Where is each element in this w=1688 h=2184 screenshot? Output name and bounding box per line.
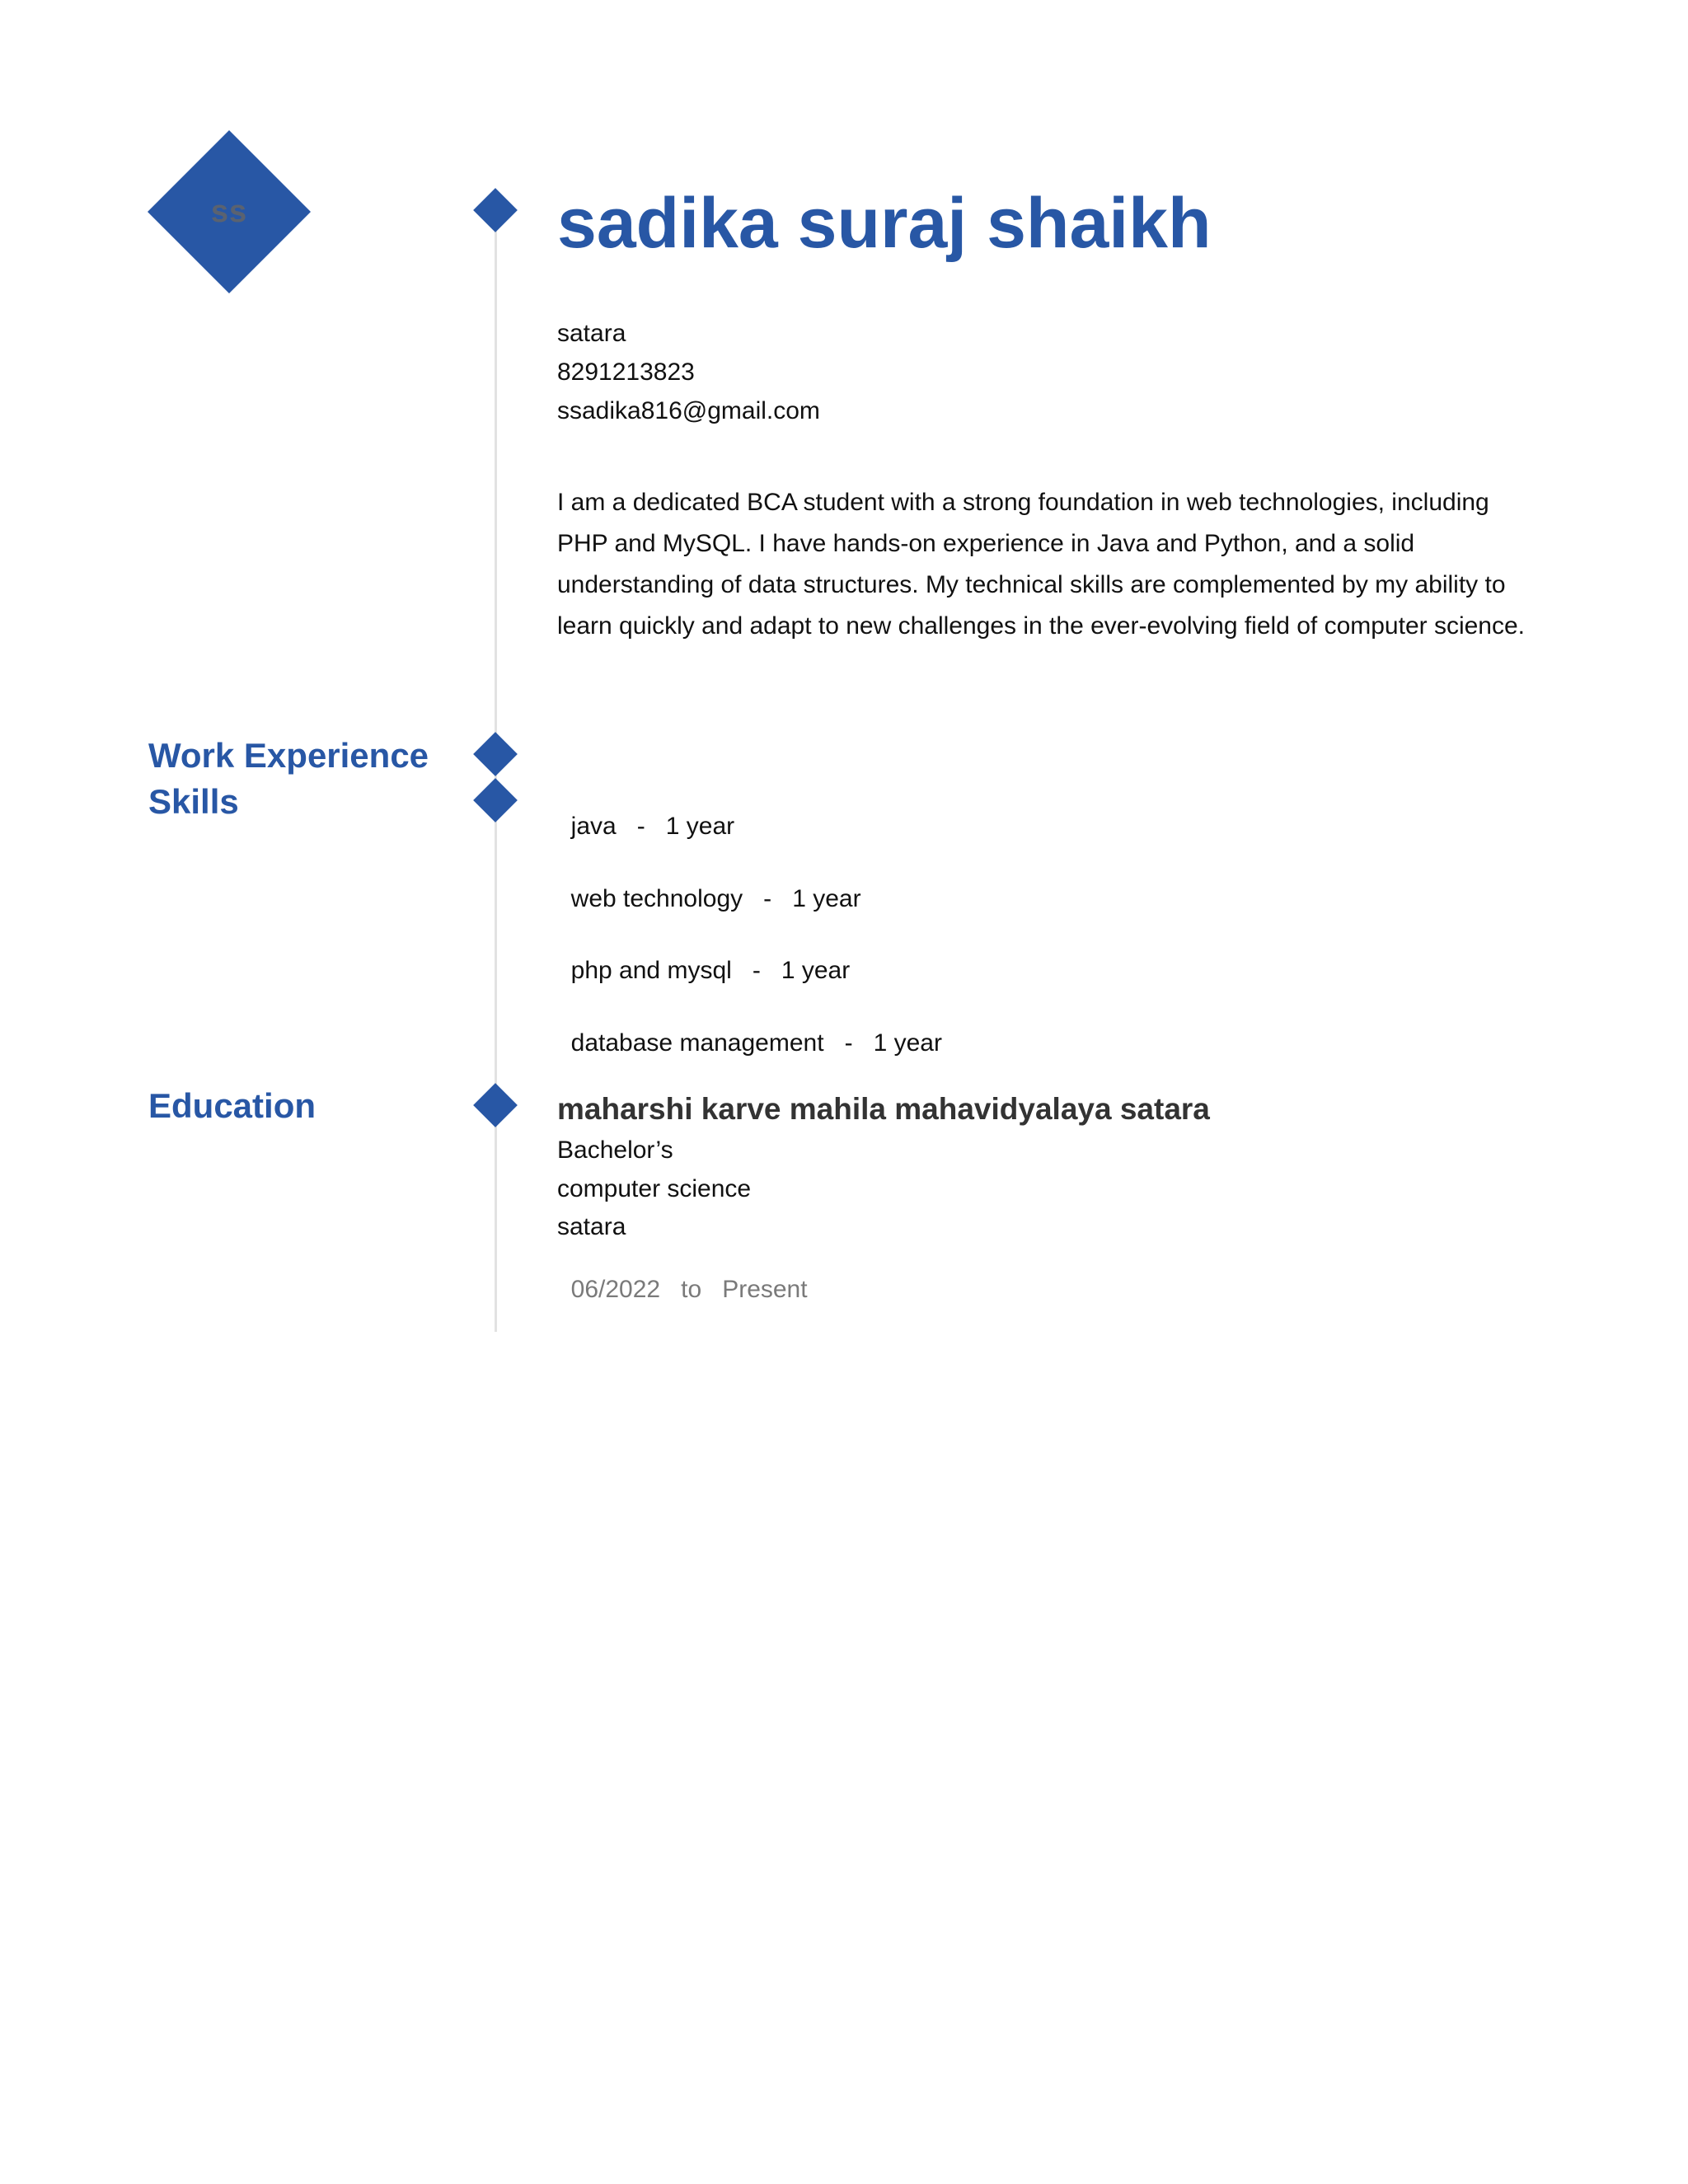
section-title-education: Education bbox=[148, 1086, 316, 1125]
skill-duration: 1 year bbox=[665, 813, 735, 840]
education-start-date: 06/2022 bbox=[570, 1276, 661, 1303]
skill-separator: - bbox=[636, 813, 645, 840]
education-location: satara bbox=[557, 1213, 626, 1240]
skill-separator: - bbox=[844, 1029, 853, 1057]
education-school: maharshi karve mahila mahavidyalaya satara bbox=[557, 1092, 1210, 1126]
skill-item bbox=[557, 1006, 942, 1056]
education-end-date: Present bbox=[722, 1276, 808, 1303]
timeline-marker-work-experience bbox=[473, 732, 518, 776]
education-degree: Bachelor’s bbox=[557, 1137, 673, 1164]
timeline-marker-header bbox=[473, 188, 518, 232]
skill-name: web technology bbox=[570, 885, 743, 912]
skill-duration: 1 year bbox=[873, 1029, 942, 1057]
contact-email: ssadika816@gmail.com bbox=[557, 397, 820, 424]
skill-item bbox=[557, 934, 850, 983]
skill-separator: - bbox=[752, 957, 761, 984]
contact-city: satara bbox=[557, 320, 626, 347]
skill-name: database management bbox=[570, 1029, 824, 1057]
skill-separator: - bbox=[763, 885, 772, 912]
timeline-marker-skills bbox=[473, 778, 518, 823]
profile-summary: I am a dedicated BCA student with a strong foundation in web technologies, including PHP and MySQL. I have hands-on experience in Java and Python, and a solid understanding of data structures. My technical skills are complemented by my ability to learn quickly and adapt to new challenges in the ever-evolving field of computer science. bbox=[557, 489, 1526, 640]
education-dates bbox=[557, 1253, 808, 1302]
section-title-skills: Skills bbox=[148, 782, 239, 821]
section-title-work-experience: Work Experience bbox=[148, 736, 429, 775]
skill-item bbox=[557, 790, 734, 839]
skill-duration: 1 year bbox=[792, 885, 861, 912]
timeline-marker-education bbox=[473, 1083, 518, 1127]
skill-item bbox=[557, 862, 861, 912]
skill-name: java bbox=[570, 813, 617, 840]
monogram-initials: ss bbox=[210, 194, 248, 229]
education-date-separator: to bbox=[681, 1276, 702, 1303]
skill-duration: 1 year bbox=[781, 957, 851, 984]
candidate-name: sadika suraj shaikh bbox=[557, 184, 1212, 263]
contact-phone: 8291213823 bbox=[557, 359, 695, 386]
skill-name: php and mysql bbox=[570, 957, 732, 984]
education-field: computer science bbox=[557, 1175, 752, 1202]
